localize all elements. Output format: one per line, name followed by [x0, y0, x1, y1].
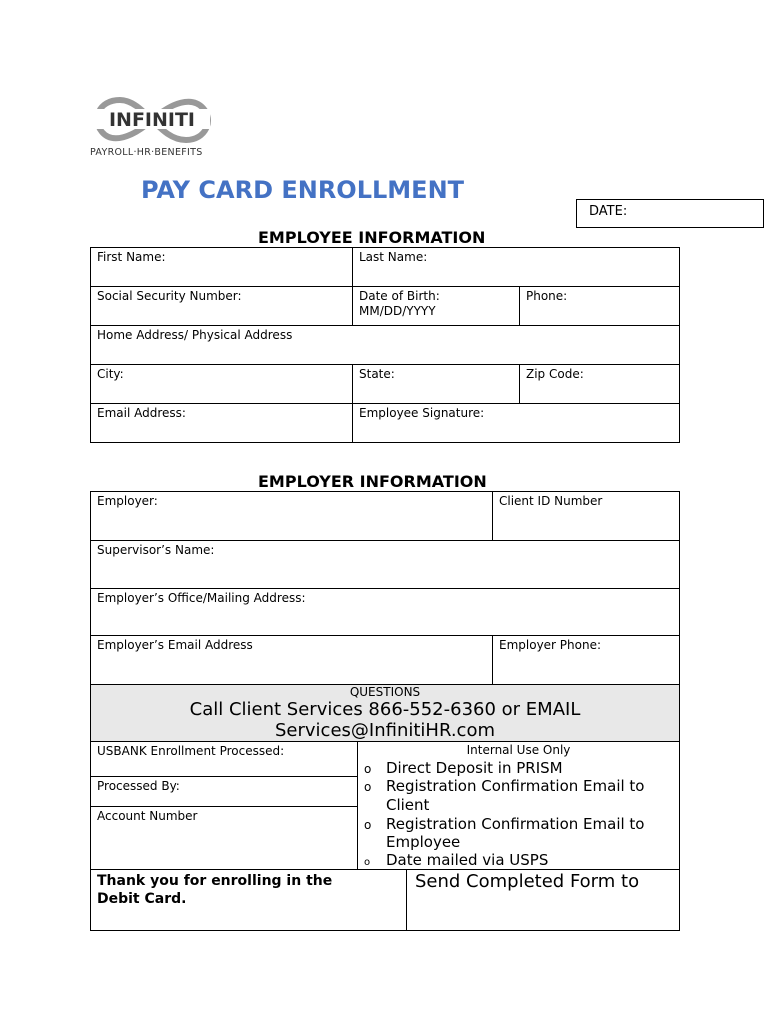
bullet-icon: o: [364, 762, 372, 776]
internal-use-panel: [357, 741, 680, 870]
bullet-icon: o: [364, 818, 372, 832]
checklist-item-employee-email-cont: Employee: [386, 833, 461, 851]
usbank-enrollment-field[interactable]: USBANK Enrollment Processed:: [90, 741, 358, 777]
processed-by-field[interactable]: Processed By:: [90, 776, 358, 807]
dob-label: Date of Birth:: [359, 289, 440, 303]
employer-phone-field[interactable]: Employer Phone:: [492, 635, 680, 685]
city-field[interactable]: City:: [90, 364, 353, 404]
internal-use-label: Internal Use Only: [466, 743, 571, 757]
employer-mailing-address-field[interactable]: Employer’s Office/Mailing Address:: [90, 588, 680, 636]
zip-code-field[interactable]: Zip Code:: [519, 364, 680, 404]
employer-field[interactable]: Employer:: [90, 491, 493, 541]
supervisor-name-field[interactable]: Supervisor’s Name:: [90, 540, 680, 589]
questions-contact: [90, 699, 680, 741]
questions-label: QUESTIONS: [349, 685, 421, 699]
send-completed-form-box: Send Completed Form to: [406, 869, 680, 931]
checklist-item-date-mailed[interactable]: o Date mailed via USPS: [364, 851, 548, 872]
infiniti-logo: [90, 92, 215, 160]
page-title: PAY CARD ENROLLMENT: [141, 176, 465, 204]
phone-field[interactable]: Phone:: [519, 286, 680, 326]
last-name-field[interactable]: Last Name:: [352, 247, 680, 287]
logo-brand: INFINITI: [108, 109, 196, 131]
questions-email-line: Services@InfinitiHR.com: [275, 720, 495, 741]
infinity-loop-icon: [90, 92, 215, 148]
dob-field[interactable]: [352, 286, 520, 326]
employer-email-field[interactable]: Employer’s Email Address: [90, 635, 493, 685]
bullet-icon: o: [364, 857, 371, 868]
thank-you-note: Thank you for enrolling in the Debit Card.: [90, 869, 407, 931]
email-address-field[interactable]: Email Address:: [90, 403, 353, 443]
checklist-item-client-email[interactable]: o Registration Confirmation Email to: [364, 777, 645, 795]
checklist-item-direct-deposit[interactable]: o Direct Deposit in PRISM: [364, 759, 563, 777]
ssn-field[interactable]: Social Security Number:: [90, 286, 353, 326]
employee-section-heading: EMPLOYEE INFORMATION: [258, 228, 486, 247]
state-field[interactable]: State:: [352, 364, 520, 404]
checklist-item-employee-email[interactable]: o Registration Confirmation Email to: [364, 815, 645, 833]
home-address-field[interactable]: Home Address/ Physical Address: [90, 325, 680, 365]
logo-tagline: PAYROLL·HR·BENEFITS: [90, 147, 203, 158]
internal-checklist: [364, 759, 674, 869]
date-field[interactable]: DATE:: [576, 199, 764, 228]
client-id-field[interactable]: Client ID Number: [492, 491, 680, 541]
first-name-field[interactable]: First Name:: [90, 247, 353, 287]
employee-signature-field[interactable]: Employee Signature:: [352, 403, 680, 443]
questions-phone-line: Call Client Services 866-552-6360 or EMAIL: [189, 699, 581, 720]
checklist-item-client-email-cont: Client: [386, 796, 430, 814]
bullet-icon: o: [364, 780, 372, 794]
employer-section-heading: EMPLOYER INFORMATION: [258, 472, 487, 491]
dob-format: MM/DD/YYYY: [359, 304, 436, 318]
account-number-field[interactable]: Account Number: [90, 806, 358, 870]
